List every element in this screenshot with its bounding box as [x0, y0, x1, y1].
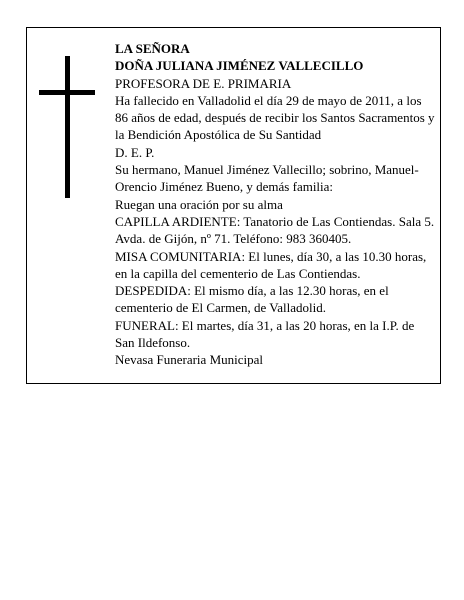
farewell-info: DESPEDIDA: El mismo día, a las 12.30 horas, en el cementerio de El Carmen, de Valladolid. [115, 283, 389, 316]
deceased-name: DOÑA JULIANA JIMÉNEZ VALLECILLO [115, 58, 364, 74]
death-announcement: Ha fallecido en Valladolid el día 29 de mayo de 2011, a los 86 años de edad, después de recibir los Santos Sacramentos y la Bendición Apostólica de Su Santidad [115, 92, 435, 143]
obituary-text [115, 40, 437, 369]
notice-heading: LA SEÑORA [115, 41, 190, 56]
mass-info: MISA COMUNITARIA: El lunes, día 30, a las 10.30 horas, en la capilla del cementerio de Las Contiendas. [115, 248, 427, 281]
cross-icon [39, 56, 95, 198]
funeral-home: Nevasa Funeraria Municipal [115, 352, 264, 368]
cross-horizontal-bar [39, 90, 95, 95]
cross-vertical-bar [65, 56, 70, 198]
prayer-request: Ruegan una oración por su alma [115, 196, 283, 212]
deceased-profession: PROFESORA DE E. PRIMARIA [115, 75, 292, 91]
rip-text: D. E. P. [115, 144, 155, 160]
family-text: Su hermano, Manuel Jiménez Vallecillo; sobrino, Manuel-Orencio Jiménez Bueno, y demás familia: [115, 162, 419, 195]
obituary-notice [26, 27, 441, 384]
funeral-info: FUNERAL: El martes, día 31, a las 20 horas, en la I.P. de San Ildefonso. [115, 317, 415, 351]
chapel-info: CAPILLA ARDIENTE: Tanatorio de Las Contiendas. Sala 5. Avda. de Gijón, nº 71. Teléfono: 983 360405. [115, 213, 435, 247]
